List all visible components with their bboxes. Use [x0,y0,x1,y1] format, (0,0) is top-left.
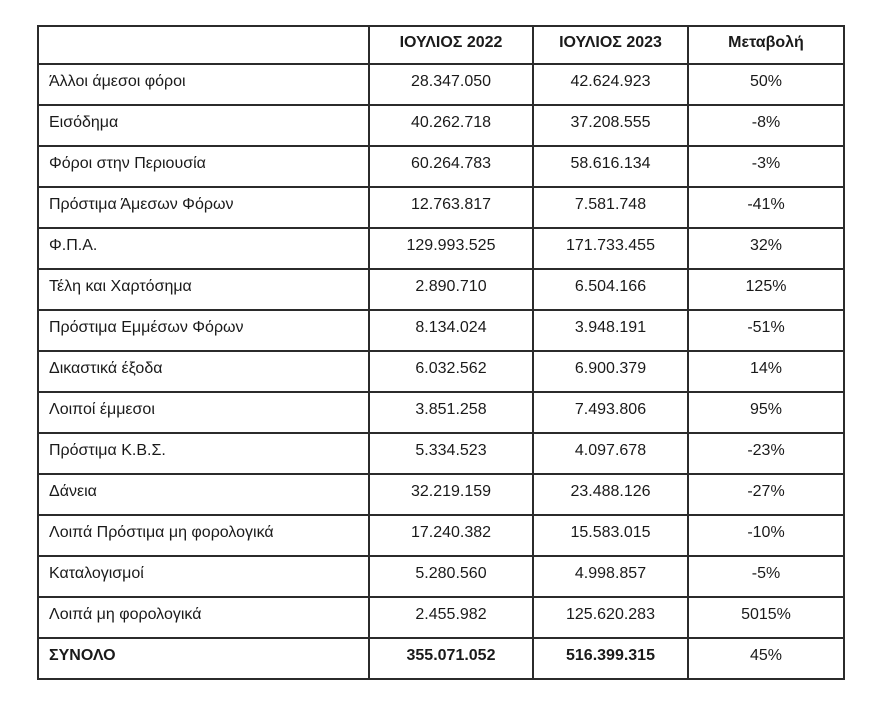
value-july-2022: 60.264.783 [369,146,533,187]
row-label: Δάνεια [38,474,369,515]
row-label: Λοιποί έμμεσοι [38,392,369,433]
value-change: -51% [688,310,844,351]
value-july-2022: 12.763.817 [369,187,533,228]
value-change: -23% [688,433,844,474]
column-header-july-2022: ΙΟΥΛΙΟΣ 2022 [369,26,533,64]
row-label: Φ.Π.Α. [38,228,369,269]
value-july-2023: 6.504.166 [533,269,688,310]
value-july-2023: 42.624.923 [533,64,688,105]
value-july-2023: 15.583.015 [533,515,688,556]
total-row [38,638,844,679]
value-july-2022: 17.240.382 [369,515,533,556]
value-change: 95% [688,392,844,433]
value-change: -8% [688,105,844,146]
table-row [38,597,844,638]
value-july-2022: 2.455.982 [369,597,533,638]
table-row [38,105,844,146]
column-header-category [38,26,369,64]
table-row [38,474,844,515]
row-label: Πρόστιμα Άμεσων Φόρων [38,187,369,228]
value-change: -3% [688,146,844,187]
value-change: 125% [688,269,844,310]
row-label: Τέλη και Χαρτόσημα [38,269,369,310]
row-label: Πρόστιμα Κ.Β.Σ. [38,433,369,474]
value-july-2023: 7.581.748 [533,187,688,228]
table-row [38,556,844,597]
table-row [38,310,844,351]
row-label: Καταλογισμοί [38,556,369,597]
table-row [38,64,844,105]
row-label: Φόροι στην Περιουσία [38,146,369,187]
value-july-2022: 28.347.050 [369,64,533,105]
value-change: 32% [688,228,844,269]
value-july-2022: 40.262.718 [369,105,533,146]
total-july-2023: 516.399.315 [533,638,688,679]
value-july-2023: 4.998.857 [533,556,688,597]
value-july-2023: 171.733.455 [533,228,688,269]
table-row [38,351,844,392]
table-row [38,228,844,269]
tax-revenue-table [37,25,845,680]
row-label: Δικαστικά έξοδα [38,351,369,392]
header-row [38,26,844,64]
value-july-2022: 5.334.523 [369,433,533,474]
row-label: Άλλοι άμεσοι φόροι [38,64,369,105]
table-row [38,515,844,556]
table-row [38,433,844,474]
value-change: -5% [688,556,844,597]
row-label: Λοιπά μη φορολογικά [38,597,369,638]
value-change: 50% [688,64,844,105]
table-row [38,392,844,433]
value-july-2022: 32.219.159 [369,474,533,515]
value-july-2023: 7.493.806 [533,392,688,433]
total-change: 45% [688,638,844,679]
value-change: -10% [688,515,844,556]
row-label: Πρόστιμα Εμμέσων Φόρων [38,310,369,351]
value-july-2023: 3.948.191 [533,310,688,351]
tax-revenue-table-container [37,25,845,680]
value-change: -41% [688,187,844,228]
value-july-2022: 5.280.560 [369,556,533,597]
value-july-2023: 4.097.678 [533,433,688,474]
table-row [38,146,844,187]
value-change: 14% [688,351,844,392]
value-july-2023: 37.208.555 [533,105,688,146]
value-july-2023: 58.616.134 [533,146,688,187]
value-july-2022: 8.134.024 [369,310,533,351]
total-july-2022: 355.071.052 [369,638,533,679]
value-july-2023: 125.620.283 [533,597,688,638]
row-label: Εισόδημα [38,105,369,146]
table-row [38,187,844,228]
value-change: 5015% [688,597,844,638]
value-july-2022: 129.993.525 [369,228,533,269]
value-july-2022: 6.032.562 [369,351,533,392]
table-row [38,269,844,310]
row-label: Λοιπά Πρόστιμα μη φορολογικά [38,515,369,556]
value-change: -27% [688,474,844,515]
value-july-2023: 23.488.126 [533,474,688,515]
value-july-2022: 3.851.258 [369,392,533,433]
value-july-2022: 2.890.710 [369,269,533,310]
column-header-change: Μεταβολή [688,26,844,64]
value-july-2023: 6.900.379 [533,351,688,392]
total-label: ΣΥΝΟΛΟ [38,638,369,679]
column-header-july-2023: ΙΟΥΛΙΟΣ 2023 [533,26,688,64]
